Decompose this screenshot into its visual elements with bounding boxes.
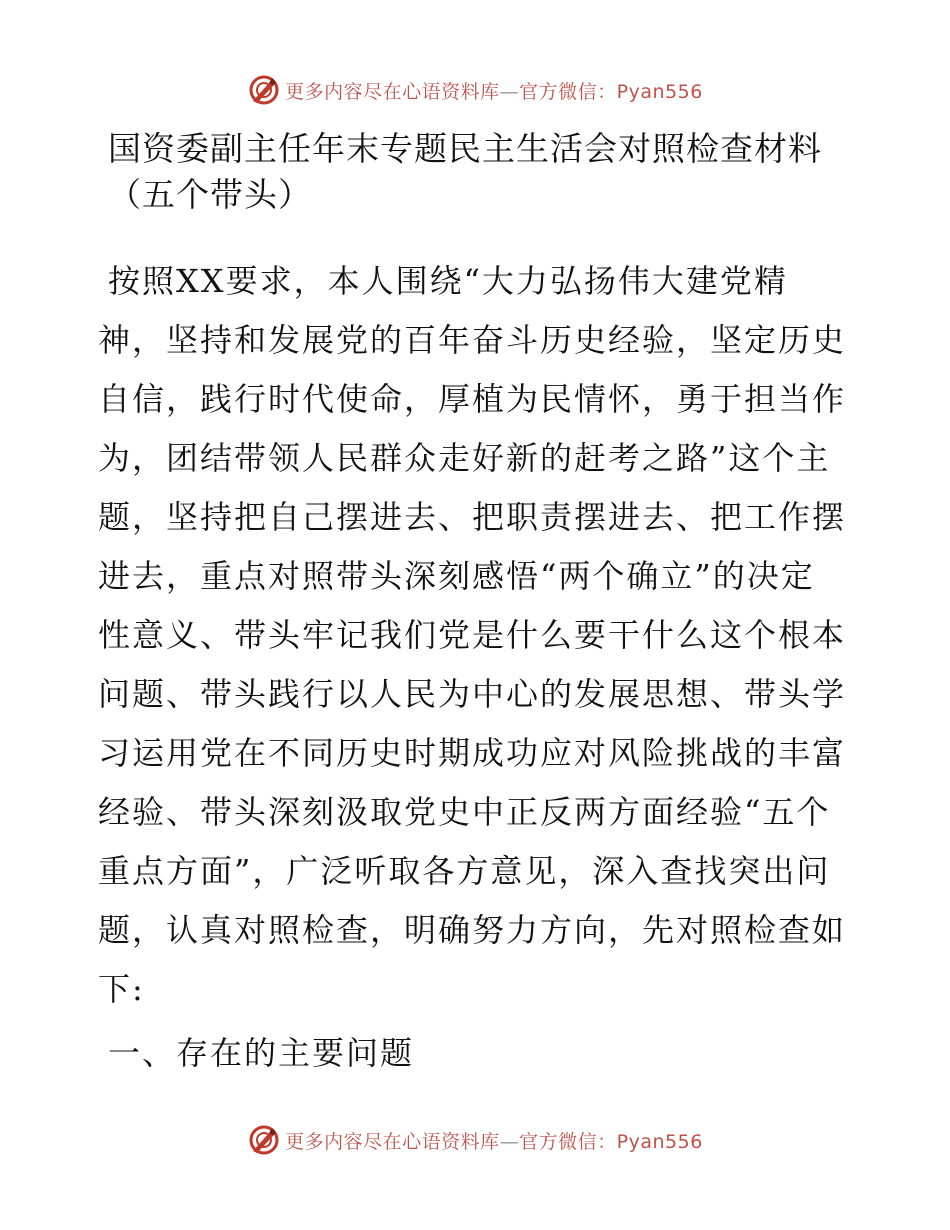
watermark-text [285,1127,703,1154]
paragraph-line: 下: [98,970,145,1008]
watermark-contact: 官方微信：Pyan556 [519,80,703,103]
watermark-brand: 更多内容尽在心语资料库 [285,1130,500,1153]
document-title [108,126,848,218]
pen-circle-logo-icon [247,73,281,107]
paragraph-line: 问题、带头践行以人民为中心的发展思想、带头学 [98,675,847,713]
paragraph-line: 自信，践行时代使命，厚植为民情怀，勇于担当作 [98,380,847,418]
section-heading: 一、存在的主要问题 [108,1034,415,1072]
title-line: （五个带头） [108,175,312,214]
watermark-text [285,77,703,104]
watermark-brand: 更多内容尽在心语资料库 [285,80,500,103]
paragraph-line: 进去，重点对照带头深刻感悟“两个确立”的决定 [98,557,815,595]
watermark-banner-top [0,70,950,110]
watermark-banner-bottom [0,1120,950,1160]
watermark-separator: — [499,80,520,103]
paragraph-line: 为，团结带领人民群众走好新的赶考之路”这个主 [98,439,831,477]
watermark-contact: 官方微信：Pyan556 [519,1130,703,1153]
paragraph-line: 题，认真对照检查，明确努力方向，先对照检查如 [98,911,847,949]
paragraph-line: 题，坚持把自己摆进去、把职责摆进去、把工作摆 [98,498,847,536]
pen-circle-logo-icon [247,1123,281,1157]
paragraph-line: 习运用党在不同历史时期成功应对风险挑战的丰富 [98,734,847,772]
paragraph-line: 神，坚持和发展党的百年奋斗历史经验，坚定历史 [98,321,847,359]
paragraph-line: 重点方面”，广泛听取各方意见，深入查找突出问 [98,852,831,890]
title-line: 国资委副主任年末专题民主生活会对照检查材料 [108,129,822,168]
paragraph-line: 按照XX要求，本人围绕“大力弘扬伟大建党精 [108,262,788,300]
watermark-separator: — [499,1130,520,1153]
body-paragraph [98,252,850,1019]
paragraph-line: 性意义、带头牢记我们党是什么要干什么这个根本 [98,616,847,654]
paragraph-line: 经验、带头深刻汲取党史中正反两方面经验“五个 [98,793,831,831]
